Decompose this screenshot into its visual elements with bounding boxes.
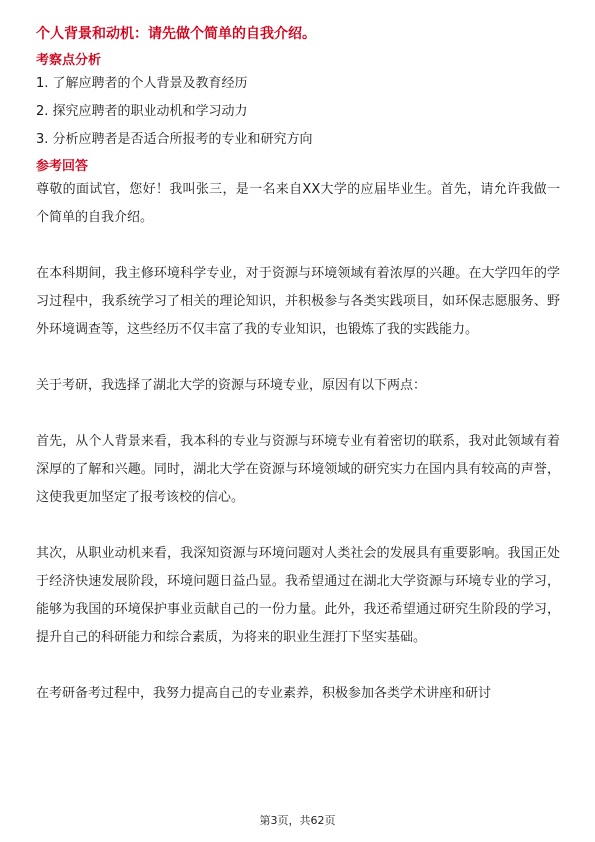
answer-paragraph: 其次，从职业动机来看，我深知资源与环境问题对人类社会的发展具有重要影响。我国正处于经济快速发展阶段，环境问题日益凸显。我希望通过在湖北大学资源与环境专业的学习，能够为我国的环境保护事业贡献自己的一份力量。此外，我还希望通过研究生阶段的学习，提升自己的科研能力和综合素质，为将来的职业生涯打下坚实基础。 bbox=[36, 546, 560, 645]
answer-paragraph: 尊敬的面试官，您好！我叫张三，是一名来自XX大学的应届毕业生。首先，请允许我做一个简单的自我介绍。 bbox=[36, 182, 560, 225]
question-title: 个人背景和动机：请先做个简单的自我介绍。 bbox=[36, 26, 316, 42]
answer-paragraph: 在考研备考过程中，我努力提高自己的专业素养，积极参加各类学术讲座和研讨 bbox=[36, 686, 492, 701]
analysis-point: 2. 探究应聘者的职业动机和学习动力 bbox=[36, 104, 248, 119]
answer-paragraph: 关于考研，我选择了湖北大学的资源与环境专业，原因有以下两点： bbox=[36, 378, 427, 393]
answer-paragraph: 首先，从个人背景来看，我本科的专业与资源与环境专业有着密切的联系，我对此领域有着深厚的了解和兴趣。同时，湖北大学在资源与环境领域的研究实力在国内具有较高的声誉，这使我更加坚定了报考该校的信心。 bbox=[36, 434, 560, 505]
analysis-point: 3. 分析应聘者是否适合所报考的专业和研究方向 bbox=[36, 132, 313, 147]
answer-heading: 参考回答 bbox=[36, 159, 89, 174]
answer-paragraph: 在本科期间，我主修环境科学专业，对于资源与环境领域有着浓厚的兴趣。在大学四年的学习过程中，我系统学习了相关的理论知识，并积极参与各类实践项目，如环保志愿服务、野外环境调查等，这些经历不仅丰富了我的专业知识，也锻炼了我的实践能力。 bbox=[36, 266, 560, 337]
document-page bbox=[36, 24, 560, 708]
analysis-point: 1. 了解应聘者的个人背景及教育经历 bbox=[36, 76, 248, 91]
analysis-heading: 考察点分析 bbox=[36, 53, 102, 68]
page-number: 第3页，共62页 bbox=[259, 814, 336, 827]
answer-body bbox=[36, 176, 560, 708]
analysis-points bbox=[36, 70, 560, 154]
